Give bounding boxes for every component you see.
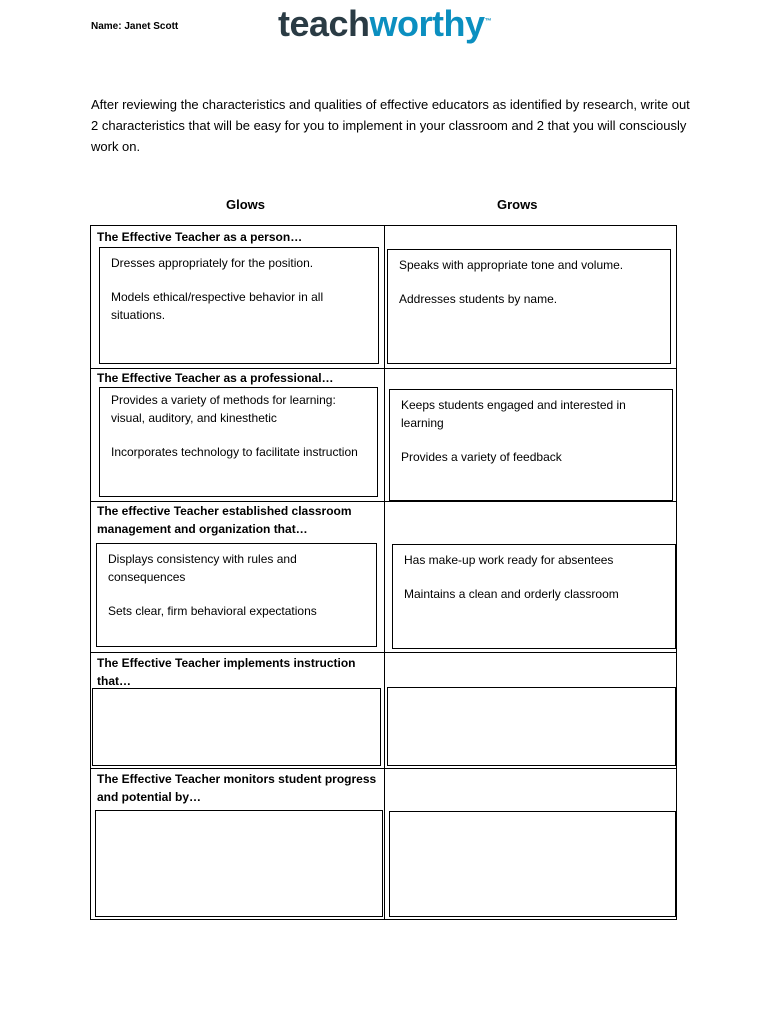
glows-entry: Models ethical/respective behavior in all situations. [111,290,324,322]
row-title-monitoring: The Effective Teacher monitors student progress and potential by… [97,772,377,804]
student-name: Name: Janet Scott [91,21,179,32]
grows-box-professional[interactable] [389,389,673,501]
instructions-paragraph: After reviewing the characteristics and qualities of effective educators as identified by research, write out 2 characteristics that will be easy for you to implement in your classroom and 2 that you will consciously work on. [91,97,690,154]
glows-entry: Displays consistency with rules and consequences [108,552,297,584]
glows-box-management[interactable] [96,543,377,647]
glows-box-monitoring[interactable] [95,810,383,917]
glows-entry: Incorporates technology to facilitate instruction [111,445,358,459]
grows-entry: Provides a variety of feedback [401,450,562,464]
glows-grows-table [90,225,677,920]
grows-entry: Maintains a clean and orderly classroom [404,587,619,601]
glows-entry: Sets clear, firm behavioral expectations [108,604,317,618]
logo-trademark: ™ [484,18,492,25]
glows-box-person[interactable] [99,247,379,364]
glows-entry: Provides a variety of methods for learning: visual, auditory, and kinesthetic [111,393,336,425]
row-divider [91,768,676,769]
grows-box-management[interactable] [392,544,676,649]
column-divider [384,226,385,919]
grows-entry: Speaks with appropriate tone and volume. [399,258,624,272]
grows-box-monitoring[interactable] [389,811,676,917]
row-divider [91,652,676,653]
grows-entry: Addresses students by name. [399,292,558,306]
logo-text-teach: teach [278,3,370,44]
teachworthy-logo [278,0,491,46]
row-title-person: The Effective Teacher as a person… [97,230,303,244]
glows-box-professional[interactable] [99,387,378,497]
row-title-professional: The Effective Teacher as a professional… [97,371,334,385]
row-title-management: The effective Teacher established classroom management and organization that… [97,504,352,536]
grows-entry: Has make-up work ready for absentees [404,553,614,567]
grows-entry: Keeps students engaged and interested in learning [401,398,626,430]
grows-column-header: Grows [497,197,538,212]
glows-entry: Dresses appropriately for the position. [111,256,314,270]
glows-column-header: Glows [226,197,266,212]
glows-box-instruction[interactable] [92,688,381,766]
grows-box-person[interactable] [387,249,671,364]
row-title-instruction: The Effective Teacher implements instruction that… [97,656,356,688]
grows-box-instruction[interactable] [387,687,676,766]
logo-text-worthy: worthy [369,3,485,44]
